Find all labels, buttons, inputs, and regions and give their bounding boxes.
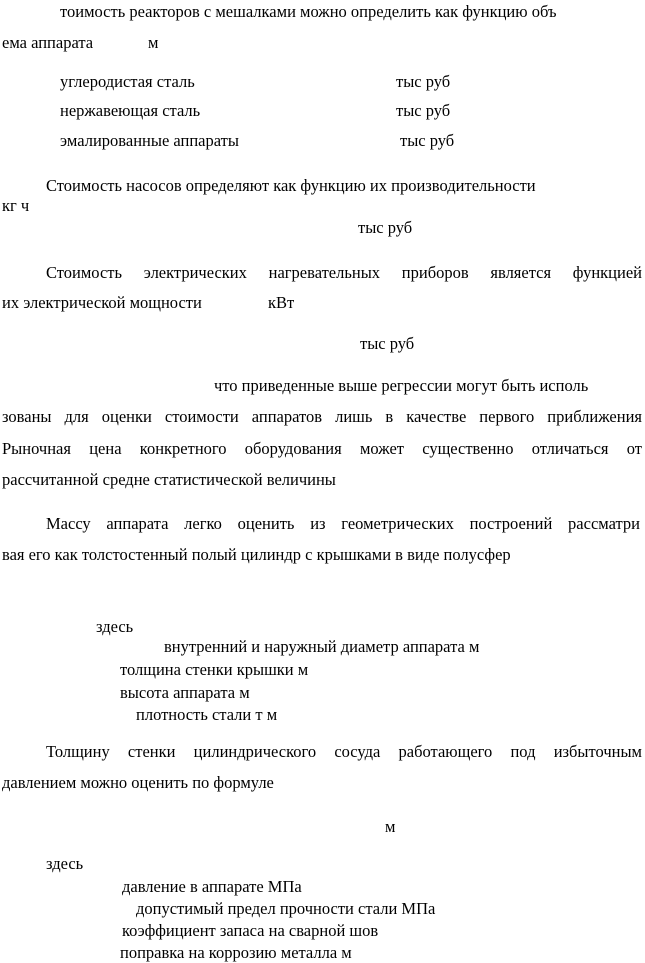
- volume-unit: м: [148, 33, 159, 52]
- definition-density: плотность стали т м: [136, 705, 278, 724]
- wall-thickness-line-2: давлением можно оценить по формуле: [2, 773, 274, 792]
- reactor-cost-line-1: тоимость реакторов с мешалками можно определить как функцию объ: [60, 2, 557, 21]
- enamel-apparatus-unit: тыс руб: [400, 131, 455, 150]
- definition-lid-thickness: толщина стенки крышки м: [120, 660, 309, 679]
- power-unit: кВт: [268, 293, 295, 312]
- definition-weld-coefficient: коэффициент запаса на сварной шов: [122, 921, 379, 940]
- note-line-3: Рыночная цена конкретного оборудования может существенно отличаться от: [2, 439, 642, 458]
- here-label-2: здесь: [46, 854, 84, 873]
- carbon-steel-unit: тыс руб: [396, 72, 451, 91]
- definition-height: высота аппарата м: [120, 683, 250, 702]
- note-line-2: зованы для оценки стоимости аппаратов лишь в качестве первого приближения: [2, 407, 642, 426]
- stainless-steel-label: нержавеющая сталь: [60, 101, 201, 120]
- pumps-cost-line-1: Стоимость насосов определяют как функцию их производительности: [46, 176, 536, 195]
- heaters-cost-line-2: их электрической мощности: [2, 293, 202, 312]
- heaters-cost-line-1: Стоимость электрических нагревательных приборов является функцией: [46, 263, 642, 282]
- reactor-cost-line-2: ема аппарата: [2, 33, 94, 52]
- wall-thickness-line-1: Толщину стенки цилиндрического сосуда работающего под избыточным: [46, 742, 642, 761]
- enamel-apparatus-label: эмалированные аппараты: [60, 131, 239, 150]
- heaters-cost-unit: тыс руб: [360, 334, 415, 353]
- definition-pressure: давление в аппарате МПа: [122, 877, 302, 896]
- carbon-steel-label: углеродистая сталь: [60, 72, 195, 91]
- mass-line-2: вая его как толстостенный полый цилиндр с крышками в виде полусфер: [2, 545, 511, 564]
- definition-strength: допустимый предел прочности стали МПа: [136, 899, 436, 918]
- pumps-cost-line-2: кг ч: [2, 196, 30, 215]
- formula-unit: м: [385, 817, 396, 836]
- note-line-1: что приведенные выше регрессии могут быть исполь: [214, 376, 589, 395]
- mass-line-1: Массу аппарата легко оценить из геометрических построений рассматри: [46, 514, 640, 533]
- stainless-steel-unit: тыс руб: [396, 101, 451, 120]
- note-line-4: рассчитанной средне статистической величины: [2, 470, 336, 489]
- pumps-cost-unit: тыс руб: [358, 218, 413, 237]
- definition-diameter: внутренний и наружный диаметр аппарата м: [164, 637, 480, 656]
- here-label-1: здесь: [96, 617, 134, 636]
- definition-corrosion: поправка на коррозию металла м: [120, 943, 352, 962]
